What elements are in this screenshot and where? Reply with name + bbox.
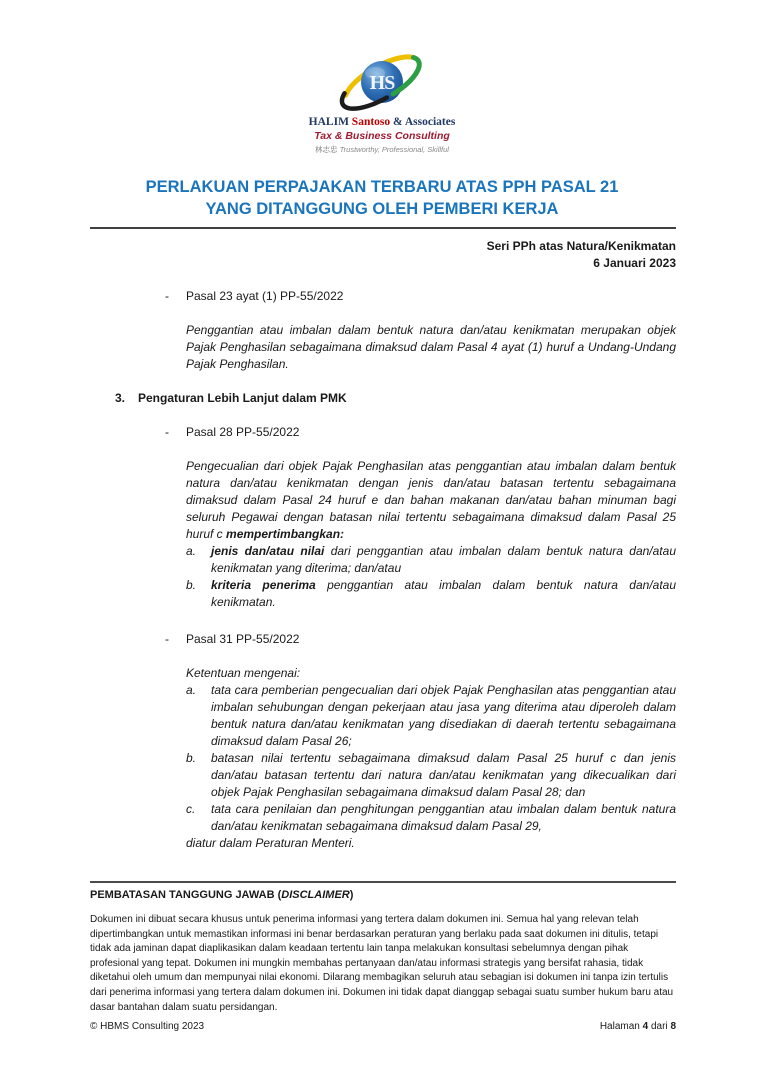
disclaimer-heading-plain: PEMBATASAN TANGGUNG JAWAB ( — [90, 889, 282, 901]
page-number-separator: dari — [648, 1021, 671, 1032]
list-item — [186, 577, 676, 611]
svg-text:HS: HS — [369, 72, 395, 94]
company-motto-cjk: 林志忠 — [315, 145, 340, 154]
pasal-31-outro: diatur dalam Peraturan Menteri. — [186, 836, 355, 850]
list-item-text — [211, 543, 676, 577]
pasal-28-quote-bold: mempertimbangkan: — [226, 527, 345, 541]
disclaimer-heading-italic: DISCLAIMER — [281, 889, 350, 901]
company-name-first: HALIM — [308, 116, 352, 128]
document-date: 6 Januari 2023 — [593, 256, 676, 270]
list-item-bold: kriteria penerima — [211, 578, 316, 592]
list-item-text: batasan nilai tertentu sebagaimana dimaksud dalam Pasal 25 huruf c dan jenis dan/atau batasan tertentu dari natura dan/atau kenikmatan yang dikecualikan dari objek Pajak Penghasilan sebagaimana dimaksud dalam Pasal 28; dan — [211, 751, 676, 799]
pasal-28-quote-plain: Pengecualian dari objek Pajak Penghasilan atas penggantian atau imbalan dalam bentuk natura dan/atau kenikmatan dengan jenis dan/atau batasan tertentu sebagaimana dimaksud dalam Pasal 24 huruf e dan bahan makanan dan/atau bahan minuman bagi seluruh Pegawai dengan batasan nilai tertentu sebagaimana dimaksud dalam Pasal 25 huruf c — [186, 459, 676, 541]
pasal-23-quote: Penggantian atau imbalan dalam bentuk natura dan/atau kenikmatan merupakan objek Pajak Penghasilan sebagaimana dimaksud dalam Pasal 4 ayat (1) huruf a Undang-Undang Pajak Penghasilan. — [186, 323, 676, 371]
company-motto-en: Trustworthy, Professional, Skillful — [339, 145, 449, 154]
list-item-rest: penggantian atau imbalan dalam bentuk natura dan/atau kenikmatan. — [211, 578, 677, 609]
pasal-28-quote — [186, 458, 676, 543]
list-item — [186, 750, 676, 801]
disclaimer-section — [90, 881, 676, 1015]
bullet-pasal-23-label: Pasal 23 ayat (1) PP-55/2022 — [186, 289, 344, 303]
page-title — [90, 176, 674, 220]
section-3-number: 3. — [115, 391, 126, 405]
page-title-line1: PERLAKUAN PERPAJAKAN TERBARU ATAS PPH PASAL 21 — [145, 178, 619, 196]
title-divider — [90, 227, 676, 229]
series-label: Seri PPh atas Natura/Kenikmatan — [486, 239, 676, 253]
dash-bullet: - — [165, 425, 169, 439]
page-number-total: 8 — [670, 1021, 676, 1032]
subtitle-block — [90, 238, 676, 272]
list-item-text: tata cara pemberian pengecualian dari objek Pajak Penghasilan atas penggantian atau imbalan sehubungan dengan pekerjaan atau jasa yang diterima atau diperoleh dalam bentuk natura dan/atau kenikmatan yang disediakan di daerah tertentu sebagaimana dimaksud dalam Pasal 26; — [211, 683, 676, 748]
dash-bullet: - — [165, 289, 169, 303]
list-item — [186, 543, 676, 577]
page-number-prefix: Halaman — [599, 1021, 643, 1032]
company-name — [0, 115, 764, 129]
list-item-text — [211, 577, 676, 611]
pasal-31-intro: Ketentuan mengenai: — [186, 666, 301, 680]
company-tagline: Tax & Business Consulting — [314, 130, 450, 142]
list-item-rest: dari penggantian atau imbalan dalam bentuk natura dan/atau kenikmatan yang diterima; dan/atau — [211, 544, 676, 575]
list-item-bold: jenis dan/atau nilai — [211, 544, 325, 558]
company-motto — [0, 144, 764, 155]
bullet-pasal-23 — [90, 288, 676, 305]
list-marker: a. — [186, 683, 197, 697]
list-marker: c. — [186, 802, 196, 816]
disclaimer-text: Dokumen ini dibuat secara khusus untuk penerima informasi yang tertera dalam dokumen ini. Semua hal yang relevan telah dipertimbangkan untuk memastikan informasi ini benar berdasarkan peraturan yang berlaku pada saat dokumen ini ditulis, tetapi tidak ada jaminan dapat diaplikasikan dalam keadaan tertentu lain tanpa melakukan konsultasi sebelumnya dengan pihak profesional yang tepat. Dokumen ini mungkin membahas pertanyaan dan/atau informasi strategis yang bersifat rahasia, tidak diketahui oleh umum dan mempunyai nilai ekonomi. Dilarang membagikan seluruh atau sebagian isi dokumen ini tanpa izin tertulis dari penerima informasi yang tertera dalam dokumen ini. Dokumen ini tidak dapat dianggap sebagai suatu sumber hukum baru atau dasar bantahan dalam suatu persidangan. — [90, 914, 674, 1013]
bullet-pasal-28 — [90, 424, 676, 441]
bullet-pasal-31 — [90, 631, 676, 648]
orbit-globe-logo-icon — [319, 44, 445, 114]
copyright-text: © HBMS Consulting 2023 — [90, 1021, 205, 1032]
section-3-title: Pengaturan Lebih Lanjut dalam PMK — [138, 391, 347, 405]
list-item — [186, 682, 676, 750]
list-marker: b. — [186, 578, 197, 592]
page-number — [600, 1020, 676, 1034]
page-number-current: 4 — [642, 1021, 649, 1032]
company-logo — [0, 44, 764, 155]
dash-bullet: - — [165, 632, 169, 646]
list-item — [186, 801, 676, 835]
list-marker: b. — [186, 751, 197, 765]
company-name-rest: & Associates — [390, 116, 456, 128]
page-title-line2: YANG DITANGGUNG OLEH PEMBERI KERJA — [205, 200, 559, 218]
pasal-31-list — [186, 682, 676, 835]
company-name-red: Santoso — [351, 116, 391, 128]
pasal-28-list — [186, 543, 676, 611]
disclaimer-heading-close: ) — [349, 889, 354, 901]
bullet-pasal-31-label: Pasal 31 PP-55/2022 — [186, 632, 300, 646]
bullet-pasal-28-label: Pasal 28 PP-55/2022 — [186, 425, 300, 439]
disclaimer-heading — [90, 888, 676, 903]
document-body — [90, 288, 676, 852]
spacer — [90, 611, 676, 631]
section-3-heading — [90, 390, 676, 407]
page-footer — [90, 1020, 676, 1034]
disclaimer-divider — [90, 881, 676, 883]
list-item-text: tata cara penilaian dan penghitungan penggantian atau imbalan dalam bentuk natura dan/atau kenikmatan sebagaimana dimaksud dalam Pasal 29, — [211, 802, 676, 833]
list-marker: a. — [186, 544, 197, 558]
